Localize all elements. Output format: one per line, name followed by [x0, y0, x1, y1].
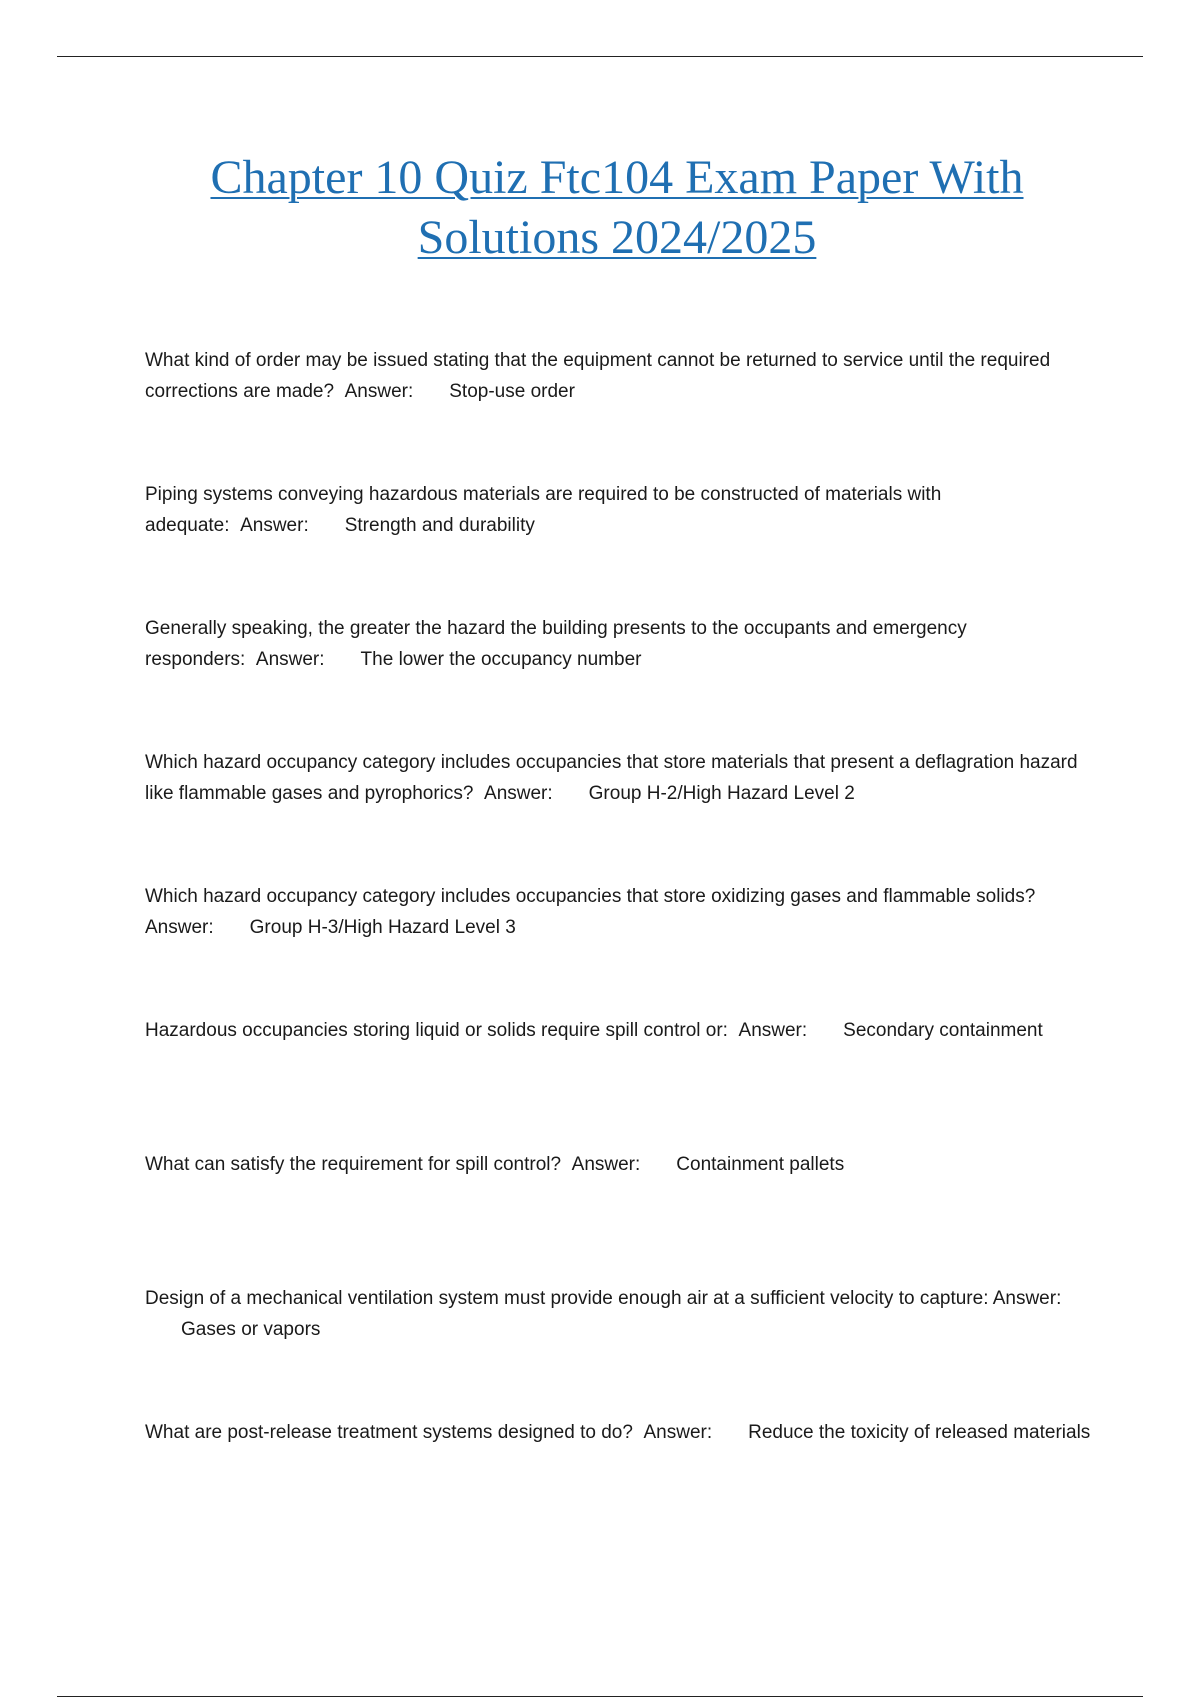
answer-text: Strength and durability	[344, 515, 535, 536]
header-rule	[57, 56, 1143, 57]
question-text: Design of a mechanical ventilation system must provide enough air at a sufficient velocity to capture:	[145, 1288, 989, 1309]
question-text: What are post-release treatment systems designed to do?	[145, 1422, 633, 1443]
answer-text: The lower the occupancy number	[360, 649, 642, 670]
footer-rule	[57, 1696, 1143, 1697]
question-item	[145, 1283, 1095, 1417]
question-item	[145, 479, 1095, 613]
answer-label: Answer:	[571, 1154, 641, 1175]
question-item	[145, 613, 1095, 747]
document-title[interactable]: Chapter 10 Quiz Ftc104 Exam Paper With Solutions 2024/2025	[210, 151, 1024, 264]
question-text: Hazardous occupancies storing liquid or solids require spill control or:	[145, 1020, 728, 1041]
question-item	[145, 1015, 1095, 1149]
answer-label: Answer:	[643, 1422, 713, 1443]
answer-text: Group H-2/High Hazard Level 2	[588, 783, 855, 804]
question-text: Piping systems conveying hazardous materials are required to be constructed of materials with adequate:	[145, 484, 942, 536]
answer-text: Reduce the toxicity of released materials	[748, 1422, 1091, 1443]
answer-text: Secondary containment	[843, 1020, 1043, 1041]
answer-text: Gases or vapors	[181, 1319, 321, 1340]
answer-text: Stop-use order	[449, 381, 575, 402]
question-text: Generally speaking, the greater the hazard the building presents to the occupants and emergency responders:	[145, 618, 967, 670]
question-item	[145, 747, 1095, 881]
answer-label: Answer:	[344, 381, 414, 402]
question-item	[145, 345, 1095, 479]
question-item	[145, 881, 1095, 1015]
answer-label: Answer:	[145, 917, 214, 938]
answer-label: Answer:	[738, 1020, 808, 1041]
answer-text: Containment pallets	[676, 1154, 845, 1175]
answer-text: Group H-3/High Hazard Level 3	[249, 917, 516, 938]
answer-label: Answer:	[484, 783, 553, 804]
question-text: What can satisfy the requirement for spill control?	[145, 1154, 562, 1175]
question-text: Which hazard occupancy category includes occupancies that store materials that present a deflagration hazard like flammable gases and pyrophorics?	[145, 752, 1078, 804]
answer-label: Answer:	[255, 649, 325, 670]
question-list	[145, 345, 1095, 1551]
question-item	[145, 1149, 1095, 1283]
question-text: Which hazard occupancy category includes occupancies that store oxidizing gases and flammable solids?	[145, 886, 1036, 907]
answer-label: Answer:	[992, 1288, 1062, 1309]
question-item	[145, 1417, 1095, 1551]
question-text: What kind of order may be issued stating that the equipment cannot be returned to service until the required corrections are made?	[145, 350, 1051, 402]
answer-label: Answer:	[240, 515, 309, 536]
